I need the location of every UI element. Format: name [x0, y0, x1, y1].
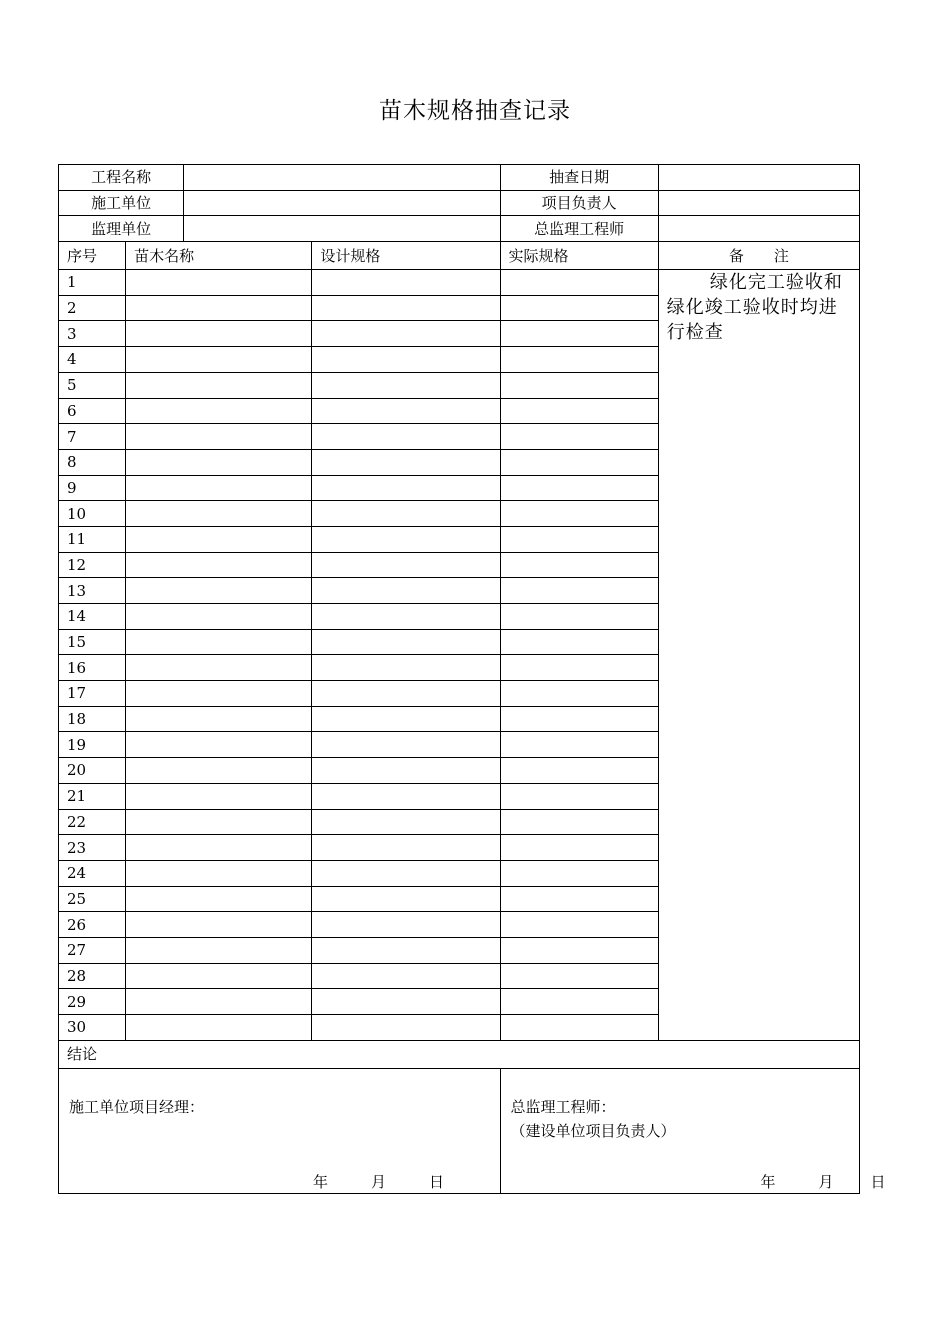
row-number: 28	[59, 963, 126, 989]
row-number: 9	[59, 475, 126, 501]
row-number: 19	[59, 732, 126, 758]
design-spec-cell[interactable]	[312, 1015, 500, 1041]
row-number: 14	[59, 604, 126, 630]
seedling-name-cell[interactable]	[126, 629, 312, 655]
design-spec-cell[interactable]	[312, 604, 500, 630]
seedling-name-cell[interactable]	[126, 886, 312, 912]
actual-spec-cell[interactable]	[500, 655, 658, 681]
row-number: 21	[59, 783, 126, 809]
chief-supervisor-text: 总监理工程师：	[510, 1097, 616, 1116]
design-spec-cell[interactable]	[312, 321, 500, 347]
actual-spec-cell[interactable]	[500, 706, 658, 732]
row-number: 18	[59, 706, 126, 732]
chief-supervisor-label: 总监理工程师	[500, 216, 658, 242]
inspection-table	[58, 164, 886, 1194]
actual-spec-cell[interactable]	[500, 629, 658, 655]
design-spec-cell[interactable]	[312, 526, 500, 552]
seedling-name-cell[interactable]	[126, 526, 312, 552]
row-number: 27	[59, 937, 126, 963]
actual-spec-cell[interactable]	[500, 321, 658, 347]
actual-spec-cell[interactable]	[500, 270, 658, 296]
design-spec-cell[interactable]	[312, 449, 500, 475]
row-number: 12	[59, 552, 126, 578]
design-spec-cell[interactable]	[312, 347, 500, 373]
contractor-label: 施工单位	[59, 190, 184, 216]
info-row-contractor	[59, 190, 860, 216]
seedling-name-cell[interactable]	[126, 989, 312, 1015]
actual-spec-cell[interactable]	[500, 860, 658, 886]
row-number: 16	[59, 655, 126, 681]
design-spec-cell[interactable]	[312, 732, 500, 758]
actual-spec-cell[interactable]	[500, 526, 658, 552]
row-number: 15	[59, 629, 126, 655]
row-number: 4	[59, 347, 126, 373]
column-header-name: 苗木名称	[126, 242, 312, 270]
design-spec-cell[interactable]	[312, 681, 500, 707]
year-label: 年	[313, 1172, 329, 1191]
actual-spec-cell[interactable]	[500, 835, 658, 861]
actual-spec-cell[interactable]	[500, 681, 658, 707]
table-row	[59, 270, 860, 296]
actual-spec-cell[interactable]	[500, 989, 658, 1015]
seedling-name-cell[interactable]	[126, 424, 312, 450]
column-header-design-spec: 设计规格	[312, 242, 500, 270]
seedling-name-cell[interactable]	[126, 835, 312, 861]
month-label: 月	[818, 1172, 834, 1191]
chief-supervisor-field[interactable]	[658, 216, 859, 242]
actual-spec-cell[interactable]	[500, 501, 658, 527]
row-number: 26	[59, 912, 126, 938]
design-spec-cell[interactable]	[312, 758, 500, 784]
seedling-name-cell[interactable]	[126, 732, 312, 758]
design-spec-cell[interactable]	[312, 809, 500, 835]
supervisor-label: 监理单位	[59, 216, 184, 242]
project-name-field[interactable]	[184, 165, 500, 191]
seedling-name-cell[interactable]	[126, 372, 312, 398]
info-row-project	[59, 165, 860, 191]
page-title: 苗木规格抽查记录	[379, 98, 571, 124]
column-header-actual-spec: 实际规格	[500, 242, 658, 270]
seedling-name-cell[interactable]	[126, 912, 312, 938]
design-spec-cell[interactable]	[312, 783, 500, 809]
design-spec-cell[interactable]	[312, 886, 500, 912]
design-spec-cell[interactable]	[312, 372, 500, 398]
signature-row	[59, 1068, 860, 1193]
seedling-name-cell[interactable]	[126, 758, 312, 784]
actual-spec-cell[interactable]	[500, 295, 658, 321]
actual-spec-cell[interactable]	[500, 963, 658, 989]
contractor-date	[313, 1171, 444, 1193]
design-spec-cell[interactable]	[312, 578, 500, 604]
actual-spec-cell[interactable]	[500, 424, 658, 450]
contractor-field[interactable]	[184, 190, 500, 216]
seedling-name-cell[interactable]	[126, 655, 312, 681]
seedling-name-cell[interactable]	[126, 321, 312, 347]
actual-spec-cell[interactable]	[500, 886, 658, 912]
row-number: 6	[59, 398, 126, 424]
seedling-name-cell[interactable]	[126, 552, 312, 578]
project-name-label: 工程名称	[59, 165, 184, 191]
row-number: 13	[59, 578, 126, 604]
actual-spec-cell[interactable]	[500, 475, 658, 501]
seedling-name-cell[interactable]	[126, 578, 312, 604]
row-number: 17	[59, 681, 126, 707]
row-number: 29	[59, 989, 126, 1015]
seedling-name-cell[interactable]	[126, 681, 312, 707]
seedling-name-cell[interactable]	[126, 783, 312, 809]
day-label: 日	[870, 1172, 886, 1191]
seedling-name-cell[interactable]	[126, 398, 312, 424]
row-number: 24	[59, 860, 126, 886]
seedling-name-cell[interactable]	[126, 706, 312, 732]
actual-spec-cell[interactable]	[500, 552, 658, 578]
owner-project-lead-text: （建设单位项目负责人）	[510, 1121, 676, 1140]
supervisor-signature-cell[interactable]	[500, 1068, 886, 1193]
design-spec-cell[interactable]	[312, 963, 500, 989]
actual-spec-cell[interactable]	[500, 937, 658, 963]
actual-spec-cell[interactable]	[500, 578, 658, 604]
design-spec-cell[interactable]	[312, 912, 500, 938]
day-label: 日	[429, 1172, 445, 1191]
remarks-note: 绿化完工验收和绿化竣工验收时均进行检查	[658, 270, 859, 1041]
row-number: 22	[59, 809, 126, 835]
seedling-name-cell[interactable]	[126, 270, 312, 296]
actual-spec-cell[interactable]	[500, 347, 658, 373]
contractor-signature-cell[interactable]	[59, 1068, 501, 1193]
row-number: 10	[59, 501, 126, 527]
row-number: 2	[59, 295, 126, 321]
column-header-seq: 序号	[59, 242, 126, 270]
row-number: 5	[59, 372, 126, 398]
design-spec-cell[interactable]	[312, 295, 500, 321]
chief-supervisor-sign-label	[511, 1095, 676, 1143]
actual-spec-cell[interactable]	[500, 604, 658, 630]
row-number: 11	[59, 526, 126, 552]
seedling-name-cell[interactable]	[126, 475, 312, 501]
actual-spec-cell[interactable]	[500, 449, 658, 475]
actual-spec-cell[interactable]	[500, 912, 658, 938]
check-date-label: 抽查日期	[500, 165, 658, 191]
design-spec-cell[interactable]	[312, 989, 500, 1015]
design-spec-cell[interactable]	[312, 860, 500, 886]
actual-spec-cell[interactable]	[500, 732, 658, 758]
conclusion-label[interactable]: 结论	[59, 1040, 860, 1068]
year-label: 年	[760, 1172, 776, 1191]
info-row-supervisor	[59, 216, 860, 242]
design-spec-cell[interactable]	[312, 552, 500, 578]
project-manager-field[interactable]	[658, 190, 859, 216]
column-header-remarks: 备 注	[658, 242, 859, 270]
design-spec-cell[interactable]	[312, 475, 500, 501]
seedling-name-cell[interactable]	[126, 809, 312, 835]
design-spec-cell[interactable]	[312, 835, 500, 861]
seedling-name-cell[interactable]	[126, 347, 312, 373]
actual-spec-cell[interactable]	[500, 398, 658, 424]
actual-spec-cell[interactable]	[500, 809, 658, 835]
actual-spec-cell[interactable]	[500, 783, 658, 809]
seedling-name-cell[interactable]	[126, 501, 312, 527]
seedling-name-cell[interactable]	[126, 1015, 312, 1041]
seedling-name-cell[interactable]	[126, 963, 312, 989]
row-number: 7	[59, 424, 126, 450]
seedling-name-cell[interactable]	[126, 449, 312, 475]
row-number: 25	[59, 886, 126, 912]
design-spec-cell[interactable]	[312, 270, 500, 296]
design-spec-cell[interactable]	[312, 655, 500, 681]
seedling-name-cell[interactable]	[126, 295, 312, 321]
actual-spec-cell[interactable]	[500, 372, 658, 398]
conclusion-row	[59, 1040, 860, 1068]
contractor-manager-label: 施工单位项目经理：	[69, 1097, 205, 1116]
row-number: 20	[59, 758, 126, 784]
project-manager-label: 项目负责人	[500, 190, 658, 216]
row-number: 1	[59, 270, 126, 296]
actual-spec-cell[interactable]	[500, 758, 658, 784]
design-spec-cell[interactable]	[312, 424, 500, 450]
row-number: 8	[59, 449, 126, 475]
check-date-field[interactable]	[658, 165, 859, 191]
supervisor-field[interactable]	[184, 216, 500, 242]
row-number: 23	[59, 835, 126, 861]
supervisor-date	[761, 1171, 886, 1193]
seedling-name-cell[interactable]	[126, 604, 312, 630]
design-spec-cell[interactable]	[312, 937, 500, 963]
actual-spec-cell[interactable]	[500, 1015, 658, 1041]
month-label: 月	[371, 1172, 387, 1191]
row-number: 3	[59, 321, 126, 347]
design-spec-cell[interactable]	[312, 398, 500, 424]
design-spec-cell[interactable]	[312, 629, 500, 655]
design-spec-cell[interactable]	[312, 501, 500, 527]
column-header-row	[59, 242, 860, 270]
seedling-name-cell[interactable]	[126, 860, 312, 886]
row-number: 30	[59, 1015, 126, 1041]
design-spec-cell[interactable]	[312, 706, 500, 732]
seedling-name-cell[interactable]	[126, 937, 312, 963]
